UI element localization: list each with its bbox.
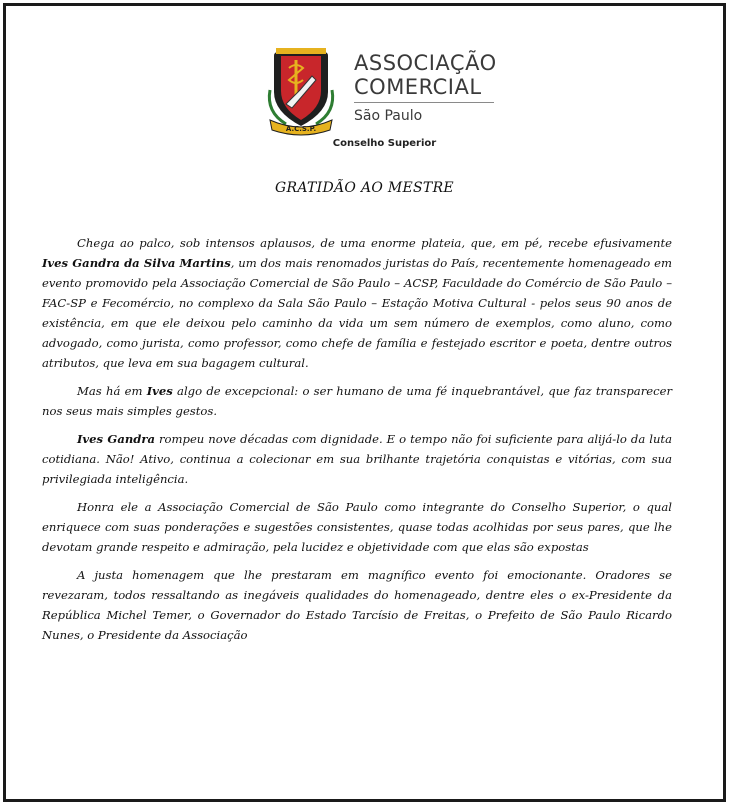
paragraph: Ives Gandra rompeu nove décadas com dignidade. E o tempo não foi suficiente para alijá-lo da luta cotidiana. Não! Ativo, continua a colecionar em sua brilhante trajetória conquistas e vitórias, com sua privilegiada inteligência.	[42, 432, 672, 486]
brand-line-sao-paulo: São Paulo	[354, 108, 423, 124]
document-page	[3, 3, 726, 802]
paragraph: A justa homenagem que lhe prestaram em magnífico evento foi emocionante. Oradores se revezaram, todos ressaltando as inegáveis qualidades do homenageado, dentre eles o ex-Presidente da República Michel Temer, o Governador do Estado Tarcísio de Freitas, o Prefeito de São Paulo Ricardo Nunes, o Presidente da Associação	[42, 568, 672, 642]
brand-name	[354, 51, 497, 125]
paragraph: Chega ao palco, sob intensos aplausos, de uma enorme plateia, que, em pé, recebe efusivamente Ives Gandra da Silva Martins, um dos mais renomados juristas do País, recentemente homenageado em evento promovido pela Associação Comercial de São Paulo – ACSP, Faculdade do Comércio de São Paulo – FAC-SP e Fecomércio, no complexo da Sala São Paulo – Estação Motiva Cultural - pelos seus 90 anos de existência, em que ele deixou pelo caminho da vida um sem número de exemplos, como aluno, como advogado, como jurista, como professor, como chefe de família e festejado escritor e poeta, dentre outros atributos, que leva em sua bagagem cultural.	[42, 236, 673, 370]
acsp-coat-of-arms-logo	[256, 46, 346, 136]
document-body	[42, 233, 672, 653]
brand-divider	[354, 102, 494, 103]
brand-line-associacao: ASSOCIAÇÃO	[354, 51, 497, 75]
council-subtitle: Conselho Superior	[332, 138, 437, 149]
document-title: GRATIDÃO AO MESTRE	[275, 180, 454, 196]
letterhead	[6, 46, 723, 156]
paragraph: Mas há em Ives algo de excepcional: o ser humano de uma fé inquebrantável, que faz transparecer nos seus mais simples gestos.	[42, 384, 672, 418]
logo-banner-text: A.C.S.P.	[285, 125, 317, 133]
brand-line-comercial: COMERCIAL	[354, 75, 482, 99]
paragraph: Honra ele a Associação Comercial de São Paulo como integrante do Conselho Superior, o qual enriquece com suas ponderações e sugestões consistentes, quase todas acolhidas por seus pares, que lhe devotam grande respeito e admiração, pela lucidez e objetividade com que elas são expostas	[42, 500, 672, 554]
